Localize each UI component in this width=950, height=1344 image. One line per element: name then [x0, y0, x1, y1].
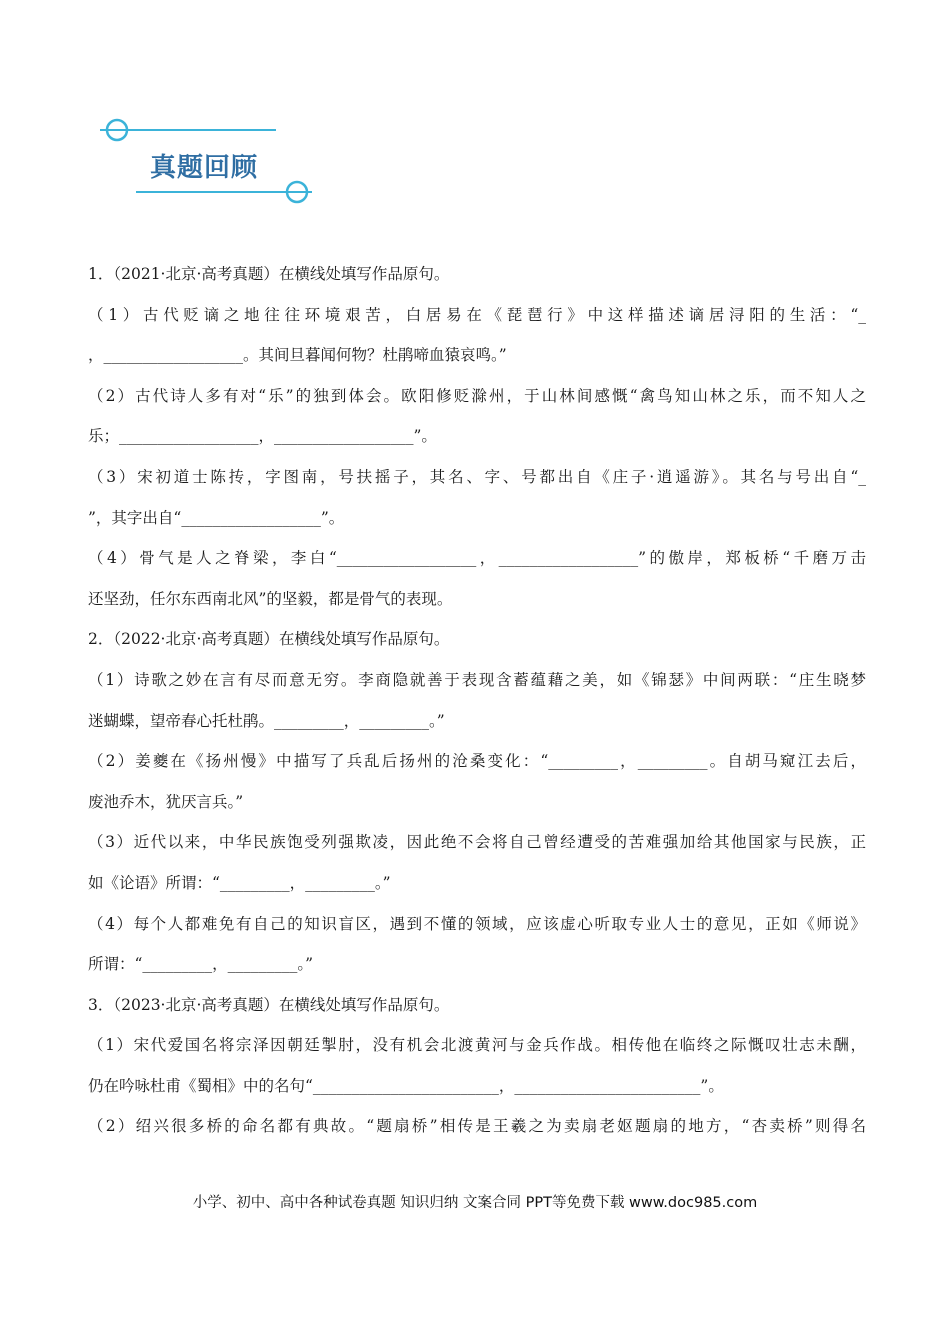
text-line: 所谓：“_________，_________。”: [88, 955, 314, 974]
text-line: （4）骨气是人之脊梁，李白“__________________，__________________”的傲岸，郑板桥“千磨万击: [88, 549, 866, 568]
text-line: （1）诗歌之妙在言有尽而意无穷。李商隐就善于表现含蓄蕴藉之美，如《锦瑟》中间两联：“庄生晓梦: [88, 670, 866, 689]
text-line: （1）古代贬谪之地往往环境艰苦，白居易在《琵琶行》中这样描述谪居浔阳的生活：“_: [88, 305, 866, 324]
text-line: （3）宋初道士陈抟，字图南，号扶摇子，其名、字、号都出自《庄子·逍遥游》。其名与号出自“_: [88, 467, 866, 486]
text-line: 废池乔木，犹厌言兵。”: [88, 792, 244, 811]
question-content: [88, 254, 866, 1147]
text-line: 如《论语》所谓：“_________，_________。”: [88, 873, 391, 892]
text-line: （1）宋代爱国名将宗泽因朝廷掣肘，没有机会北渡黄河与金兵作战。相传他在临终之际慨叹壮志未酬，: [88, 1036, 866, 1055]
text-line: 1．（2021·北京·高考真题）在横线处填写作品原句。: [88, 265, 450, 283]
text-line: （3）近代以来，中华民族饱受列强欺凌，因此绝不会将自己曾经遭受的苦难强加给其他国家与民族，正: [88, 833, 866, 852]
text-line: 3．（2023·北京·高考真题）在横线处填写作品原句。: [88, 995, 450, 1014]
text-line: 迷蝴蝶，望帝春心托杜鹃。_________，_________。”: [88, 711, 445, 730]
footer-text: 小学、初中、高中各种试卷真题 知识归纳 文案合同 PPT等免费下载 www.doc985.com: [192, 1195, 758, 1211]
text-line: （4）每个人都难免有自己的知识盲区，遇到不懂的领域，应该虚心听取专业人士的意见，正如《师说》: [88, 914, 866, 933]
text-line: ”，其字出自“__________________”。: [88, 508, 345, 527]
text-line: 还坚劲，任尔东西南北风”的坚毅，都是骨气的表现。: [88, 589, 453, 608]
text-line: ，__________________。其间旦暮闻何物？杜鹃啼血猿哀鸣。”: [88, 346, 507, 365]
text-line: 2．（2022·北京·高考真题）在横线处填写作品原句。: [88, 630, 450, 649]
section-title: 真题回顾: [150, 153, 259, 183]
text-line: 乐；__________________，__________________”。: [88, 427, 437, 446]
text-line: （2）绍兴很多桥的命名都有典故。“题扇桥”相传是王羲之为卖扇老妪题扇的地方，“杏卖桥”则得名: [88, 1117, 866, 1136]
text-line: （2）姜夔在《扬州慢》中描写了兵乱后扬州的沧桑变化：“_________，_________。自胡马窥江去后，: [88, 752, 866, 771]
text-line: （2）古代诗人多有对“乐”的独到体会。欧阳修贬滁州，于山林间感慨“禽鸟知山林之乐，而不知人之: [88, 386, 866, 405]
section-header-badge: [100, 115, 315, 215]
text-line: 仍在吟咏杜甫《蜀相》中的名句“________________________，________________________”。: [88, 1076, 724, 1095]
